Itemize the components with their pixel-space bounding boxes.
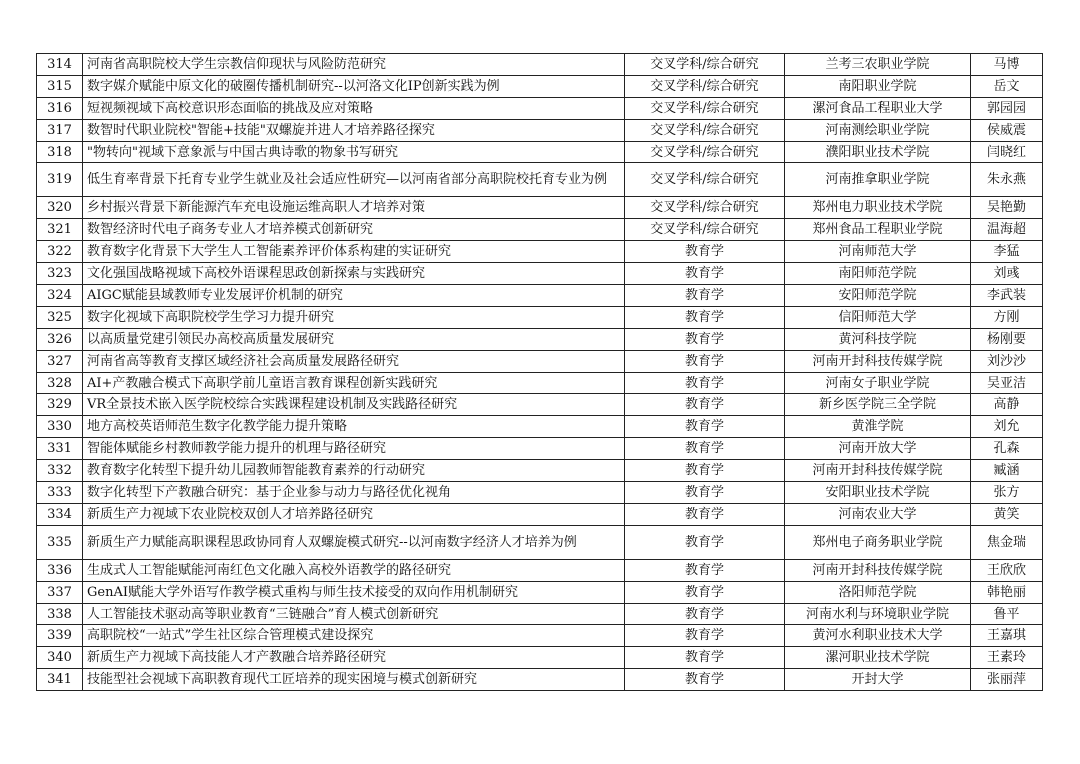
subject-category: 教育学 [625, 460, 785, 482]
subject-category: 交叉学科/综合研究 [625, 54, 785, 76]
institution-name: 河南开封科技传媒学院 [785, 460, 971, 482]
institution-name: 郑州电力职业技术学院 [785, 197, 971, 219]
table-row [37, 219, 1043, 241]
project-title: 数智时代职业院校"智能+技能"双螺旋并进人才培养路径探究 [83, 119, 625, 141]
person-name: 刘彧 [971, 263, 1043, 285]
project-title: 教育数字化转型下提升幼儿园教师智能教育素养的行动研究 [83, 460, 625, 482]
table-row [37, 241, 1043, 263]
institution-name: 黄淮学院 [785, 416, 971, 438]
subject-category: 教育学 [625, 263, 785, 285]
person-name: 张方 [971, 482, 1043, 504]
subject-category: 教育学 [625, 285, 785, 307]
row-number: 328 [37, 372, 83, 394]
person-name: 郭园园 [971, 97, 1043, 119]
project-title: 新质生产力赋能高职课程思政协同育人双螺旋模式研究--以河南数字经济人才培养为例 [83, 525, 625, 559]
table-row [37, 482, 1043, 504]
institution-name: 河南农业大学 [785, 503, 971, 525]
row-number: 334 [37, 503, 83, 525]
institution-name: 郑州电子商务职业学院 [785, 525, 971, 559]
person-name: 刘沙沙 [971, 350, 1043, 372]
row-number: 338 [37, 603, 83, 625]
person-name: 高静 [971, 394, 1043, 416]
person-name: 侯威震 [971, 119, 1043, 141]
person-name: 孔森 [971, 438, 1043, 460]
table-row [37, 54, 1043, 76]
row-number: 327 [37, 350, 83, 372]
institution-name: 信阳师范大学 [785, 306, 971, 328]
table-row [37, 460, 1043, 482]
row-number: 320 [37, 197, 83, 219]
table-row [37, 603, 1043, 625]
table-row [37, 141, 1043, 163]
project-title: AIGC赋能县域教师专业发展评价机制的研究 [83, 285, 625, 307]
row-number: 323 [37, 263, 83, 285]
person-name: 张丽萍 [971, 669, 1043, 691]
row-number: 322 [37, 241, 83, 263]
project-title: 新质生产力视域下高技能人才产教融合培养路径研究 [83, 647, 625, 669]
institution-name: 河南女子职业学院 [785, 372, 971, 394]
table-row [37, 197, 1043, 219]
person-name: 鲁平 [971, 603, 1043, 625]
table-row [37, 328, 1043, 350]
project-list-table [36, 53, 1043, 691]
institution-name: 安阳职业技术学院 [785, 482, 971, 504]
subject-category: 交叉学科/综合研究 [625, 119, 785, 141]
institution-name: 新乡医学院三全学院 [785, 394, 971, 416]
table-row [37, 372, 1043, 394]
subject-category: 交叉学科/综合研究 [625, 219, 785, 241]
table-row [37, 263, 1043, 285]
table-row [37, 163, 1043, 197]
subject-category: 教育学 [625, 372, 785, 394]
row-number: 331 [37, 438, 83, 460]
person-name: 王嘉琪 [971, 625, 1043, 647]
project-title: 低生育率背景下托育专业学生就业及社会适应性研究—以河南省部分高职院校托育专业为例 [83, 163, 625, 197]
table-row [37, 625, 1043, 647]
row-number: 326 [37, 328, 83, 350]
row-number: 324 [37, 285, 83, 307]
institution-name: 河南水利与环境职业学院 [785, 603, 971, 625]
person-name: 韩艳丽 [971, 581, 1043, 603]
subject-category: 交叉学科/综合研究 [625, 75, 785, 97]
institution-name: 濮阳职业技术学院 [785, 141, 971, 163]
row-number: 336 [37, 559, 83, 581]
table-row [37, 285, 1043, 307]
institution-name: 兰考三农职业学院 [785, 54, 971, 76]
person-name: 刘允 [971, 416, 1043, 438]
project-title: 数字化视域下高职院校学生学习力提升研究 [83, 306, 625, 328]
subject-category: 交叉学科/综合研究 [625, 97, 785, 119]
institution-name: 河南开封科技传媒学院 [785, 559, 971, 581]
project-title: 数字化转型下产教融合研究：基于企业参与动力与路径优化视角 [83, 482, 625, 504]
project-title: 高职院校“一站式”学生社区综合管理模式建设探究 [83, 625, 625, 647]
row-number: 330 [37, 416, 83, 438]
institution-name: 南阳职业学院 [785, 75, 971, 97]
subject-category: 教育学 [625, 306, 785, 328]
row-number: 341 [37, 669, 83, 691]
person-name: 王欣欣 [971, 559, 1043, 581]
table-row [37, 394, 1043, 416]
subject-category: 教育学 [625, 647, 785, 669]
project-title: 人工智能技术驱动高等职业教育“三链融合”育人模式创新研究 [83, 603, 625, 625]
table-row [37, 97, 1043, 119]
institution-name: 南阳师范学院 [785, 263, 971, 285]
person-name: 吴艳勤 [971, 197, 1043, 219]
subject-category: 教育学 [625, 482, 785, 504]
row-number: 315 [37, 75, 83, 97]
row-number: 317 [37, 119, 83, 141]
project-title: 文化强国战略视域下高校外语课程思政创新探索与实践研究 [83, 263, 625, 285]
subject-category: 交叉学科/综合研究 [625, 197, 785, 219]
row-number: 319 [37, 163, 83, 197]
row-number: 340 [37, 647, 83, 669]
table-row [37, 581, 1043, 603]
project-title: 乡村振兴背景下新能源汽车充电设施运维高职人才培养对策 [83, 197, 625, 219]
project-title: 短视频视域下高校意识形态面临的挑战及应对策略 [83, 97, 625, 119]
row-number: 329 [37, 394, 83, 416]
subject-category: 教育学 [625, 669, 785, 691]
institution-name: 漯河食品工程职业大学 [785, 97, 971, 119]
subject-category: 教育学 [625, 438, 785, 460]
institution-name: 黄河科技学院 [785, 328, 971, 350]
person-name: 李武装 [971, 285, 1043, 307]
person-name: 温海超 [971, 219, 1043, 241]
person-name: 吴亚洁 [971, 372, 1043, 394]
person-name: 闫晓红 [971, 141, 1043, 163]
subject-category: 教育学 [625, 394, 785, 416]
project-title: 技能型社会视域下高职教育现代工匠培养的现实困境与模式创新研究 [83, 669, 625, 691]
table-row [37, 503, 1043, 525]
subject-category: 教育学 [625, 603, 785, 625]
project-title: 数智经济时代电子商务专业人才培养模式创新研究 [83, 219, 625, 241]
institution-name: 河南师范大学 [785, 241, 971, 263]
project-title: 河南省高等教育支撑区域经济社会高质量发展路径研究 [83, 350, 625, 372]
subject-category: 教育学 [625, 503, 785, 525]
project-title: 生成式人工智能赋能河南红色文化融入高校外语教学的路径研究 [83, 559, 625, 581]
row-number: 339 [37, 625, 83, 647]
table-row [37, 75, 1043, 97]
table-body [37, 54, 1043, 691]
project-title: VR全景技术嵌入医学院校综合实践课程建设机制及实践路径研究 [83, 394, 625, 416]
person-name: 方刚 [971, 306, 1043, 328]
institution-name: 河南开封科技传媒学院 [785, 350, 971, 372]
subject-category: 教育学 [625, 241, 785, 263]
institution-name: 安阳师范学院 [785, 285, 971, 307]
subject-category: 教育学 [625, 328, 785, 350]
institution-name: 开封大学 [785, 669, 971, 691]
institution-name: 黄河水利职业技术大学 [785, 625, 971, 647]
row-number: 337 [37, 581, 83, 603]
person-name: 马博 [971, 54, 1043, 76]
subject-category: 教育学 [625, 581, 785, 603]
row-number: 325 [37, 306, 83, 328]
project-title: 新质生产力视域下农业院校双创人才培养路径研究 [83, 503, 625, 525]
institution-name: 河南推拿职业学院 [785, 163, 971, 197]
subject-category: 交叉学科/综合研究 [625, 163, 785, 197]
row-number: 335 [37, 525, 83, 559]
project-title: 地方高校英语师范生数字化教学能力提升策略 [83, 416, 625, 438]
table-row [37, 438, 1043, 460]
person-name: 黄笑 [971, 503, 1043, 525]
table-row [37, 119, 1043, 141]
document-page [36, 53, 1043, 691]
institution-name: 郑州食品工程职业学院 [785, 219, 971, 241]
project-title: 智能体赋能乡村教师教学能力提升的机理与路径研究 [83, 438, 625, 460]
subject-category: 教育学 [625, 350, 785, 372]
row-number: 333 [37, 482, 83, 504]
table-row [37, 306, 1043, 328]
person-name: 臧涵 [971, 460, 1043, 482]
person-name: 焦金瑞 [971, 525, 1043, 559]
project-title: AI+产教融合模式下高职学前儿童语言教育课程创新实践研究 [83, 372, 625, 394]
person-name: 朱永燕 [971, 163, 1043, 197]
table-row [37, 416, 1043, 438]
table-row [37, 350, 1043, 372]
subject-category: 教育学 [625, 625, 785, 647]
project-title: GenAI赋能大学外语写作教学模式重构与师生技术接受的双向作用机制研究 [83, 581, 625, 603]
subject-category: 教育学 [625, 525, 785, 559]
row-number: 332 [37, 460, 83, 482]
row-number: 318 [37, 141, 83, 163]
person-name: 王素玲 [971, 647, 1043, 669]
subject-category: 交叉学科/综合研究 [625, 141, 785, 163]
project-title: 教育数字化背景下大学生人工智能素养评价体系构建的实证研究 [83, 241, 625, 263]
institution-name: 洛阳师范学院 [785, 581, 971, 603]
table-row [37, 525, 1043, 559]
project-title: 数字媒介赋能中原文化的破圈传播机制研究--以河洛文化IP创新实践为例 [83, 75, 625, 97]
institution-name: 河南开放大学 [785, 438, 971, 460]
table-row [37, 559, 1043, 581]
subject-category: 教育学 [625, 416, 785, 438]
row-number: 321 [37, 219, 83, 241]
table-row [37, 669, 1043, 691]
project-title: 河南省高职院校大学生宗教信仰现状与风险防范研究 [83, 54, 625, 76]
person-name: 李猛 [971, 241, 1043, 263]
subject-category: 教育学 [625, 559, 785, 581]
project-title: 以高质量党建引领民办高校高质量发展研究 [83, 328, 625, 350]
project-title: "物转向"视域下意象派与中国古典诗歌的物象书写研究 [83, 141, 625, 163]
table-row [37, 647, 1043, 669]
institution-name: 河南测绘职业学院 [785, 119, 971, 141]
person-name: 岳文 [971, 75, 1043, 97]
institution-name: 漯河职业技术学院 [785, 647, 971, 669]
person-name: 杨刚要 [971, 328, 1043, 350]
row-number: 314 [37, 54, 83, 76]
row-number: 316 [37, 97, 83, 119]
